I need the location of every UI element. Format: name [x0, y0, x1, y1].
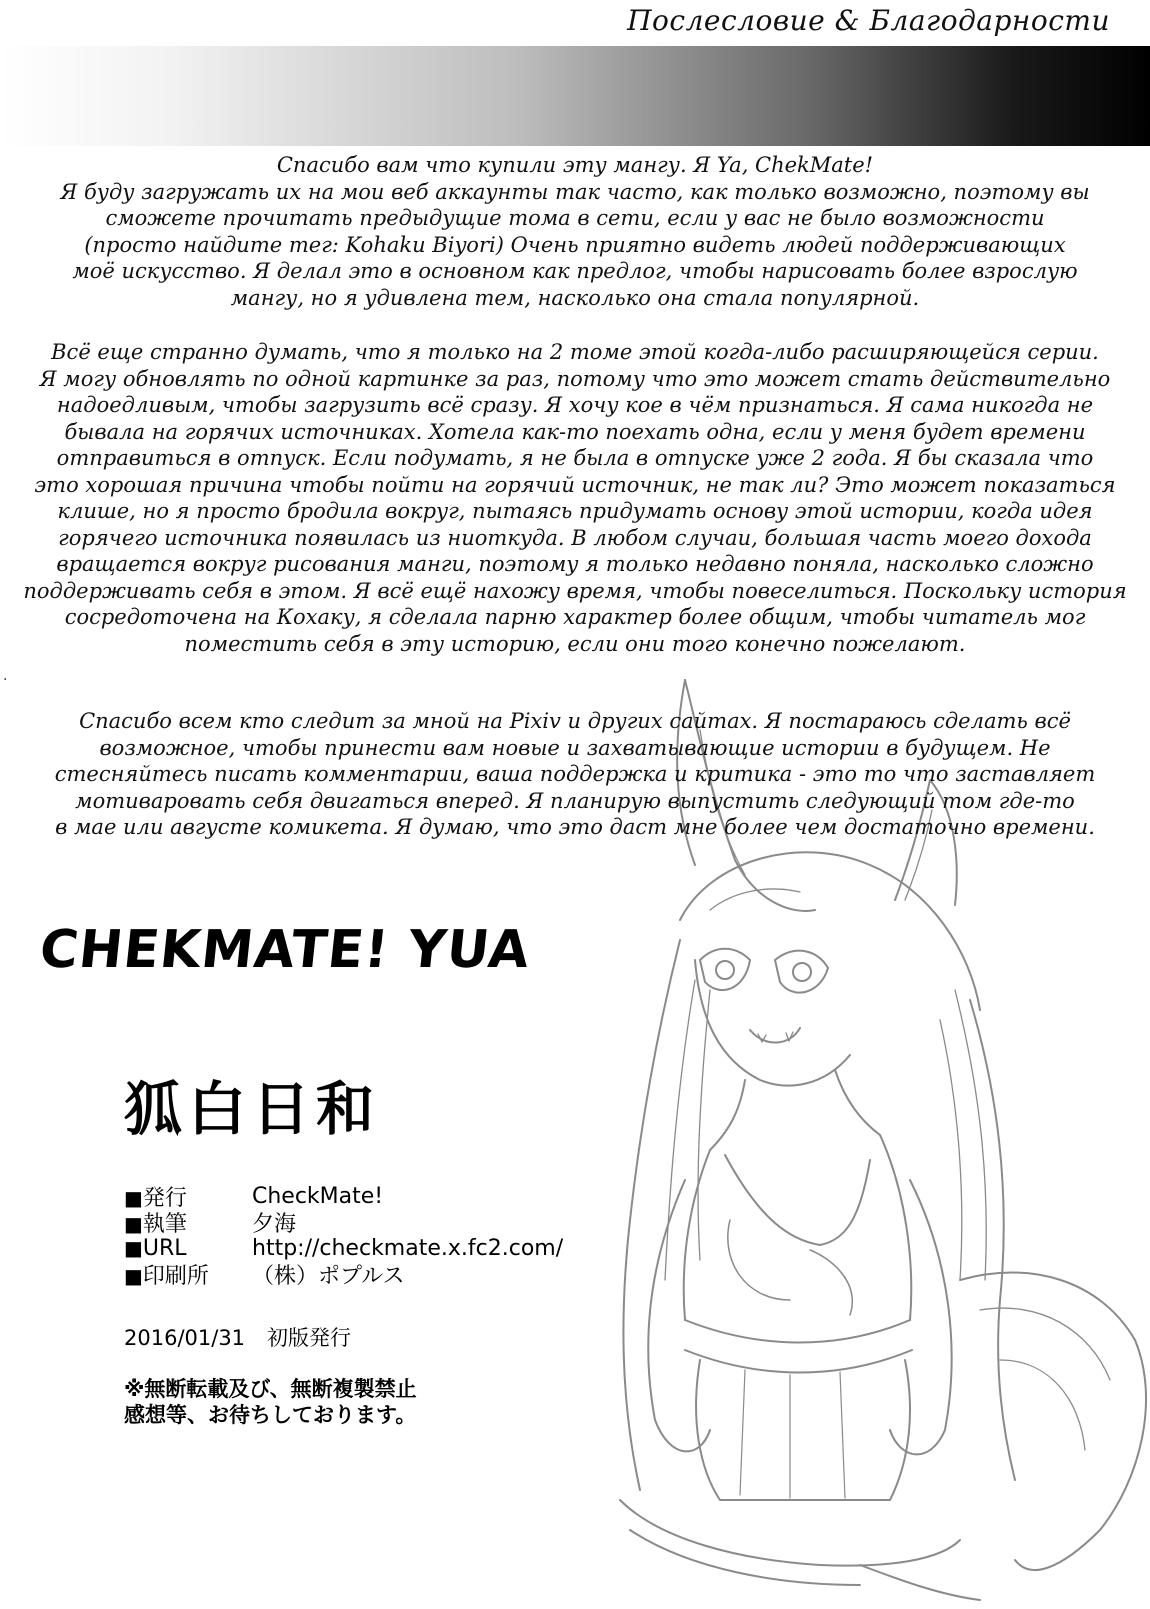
page-title: Послесловие & Благодарности	[627, 4, 1110, 37]
colophon-value: （株）ポプルス	[252, 1263, 405, 1289]
afterword-paragraph-1: Спасибо вам что купили эту мангу. Я Ya, ChekMate! Я буду загружать их на мои веб аккаунты так часто, как только возможно, поэтому вы сможете прочитать предыдущие тома в сети, если у вас не было возможности (просто найдите тег: Kohaku Biyori) Очень приятно видеть людей поддерживающих моё искусство. Я делал это в основном как предлог, чтобы нарисовать более взрослую мангу, но я удивлена тем, насколько она стала популярной.	[60, 153, 1090, 310]
header-gradient-band	[0, 46, 1150, 146]
notice-line-1: ※無断転載及び、無断複製禁止	[124, 1377, 417, 1401]
colophon-row-publisher	[124, 1183, 563, 1209]
copyright-notice	[124, 1376, 417, 1428]
circle-brand: CHEKMATE! YUA	[36, 920, 533, 980]
afterword-paragraph-2: Всё еще странно думать, что я только на 2 томе этой когда-либо расширяющейся серии. Я могу обновлять по одной картинке за раз, потому что это может стать действительно надоедливым, чтобы загрузить всё сразу. Я хочу кое в чём признаться. Я сама никогда не бывала на горячих источниках. Хотела как-то поехать одна, если у меня будет времени отправиться в отпуск. Если подумать, я не была в отпуске уже 2 года. Я бы сказала что это хорошая причина чтобы пойти на горячий источник, не так ли? Это может показаться клише, но я просто бродила вокруг, пытаясь придумать основу этой истории, когда идея горячего источника появилась из ниоткуда. В любом случаи, большая часть моего дохода вращается вокруг рисования манги, поэтому я только недавно поняла, насколько сложно поддерживать себя в этом. Я всё ещё нахожу время, чтобы повеселиться. Поскольку история сосредоточена на Кохаку, я сделала парню характер более общим, чтобы читатель мог поместить себя в эту историю, если они того конечно пожелают.	[23, 340, 1127, 656]
colophon-value: 夕海	[252, 1211, 297, 1237]
colophon-label: ■ 執筆	[124, 1207, 252, 1238]
edition-label: 初版発行	[267, 1326, 352, 1350]
colophon-row-url	[124, 1235, 563, 1261]
afterword-paragraph-3: Спасибо всем кто следит за мной на Pixiv и других сайтах. Я постараюсь сделать всё возможное, чтобы принести вам новые и захватывающие истории в будущем. Не стесняйтесь писать комментарии, ваша поддержка и критика - это то что заставляет мотиваровать себя двигаться вперед. Я планирую выпустить следующий том где-то в мае или августе комикета. Я думаю, что это даст мне более чем достаточно времени.	[54, 709, 1096, 839]
colophon-label: ■ URL	[124, 1236, 252, 1261]
date-value: 2016/01/31	[124, 1326, 246, 1350]
notice-line-2: 感想等、お待ちしております。	[124, 1403, 417, 1427]
colophon-row-printer	[124, 1261, 563, 1287]
publication-date	[124, 1322, 351, 1352]
stray-mark: .	[3, 668, 8, 684]
colophon-value: CheckMate!	[252, 1183, 384, 1209]
book-title: 狐白日和	[124, 1075, 381, 1143]
colophon-label: ■ 印刷所	[124, 1259, 252, 1290]
colophon-table	[124, 1183, 563, 1287]
colophon-row-author	[124, 1209, 563, 1235]
colophon-value: http://checkmate.x.fc2.com/	[252, 1235, 564, 1261]
colophon-label: ■ 発行	[124, 1181, 252, 1212]
